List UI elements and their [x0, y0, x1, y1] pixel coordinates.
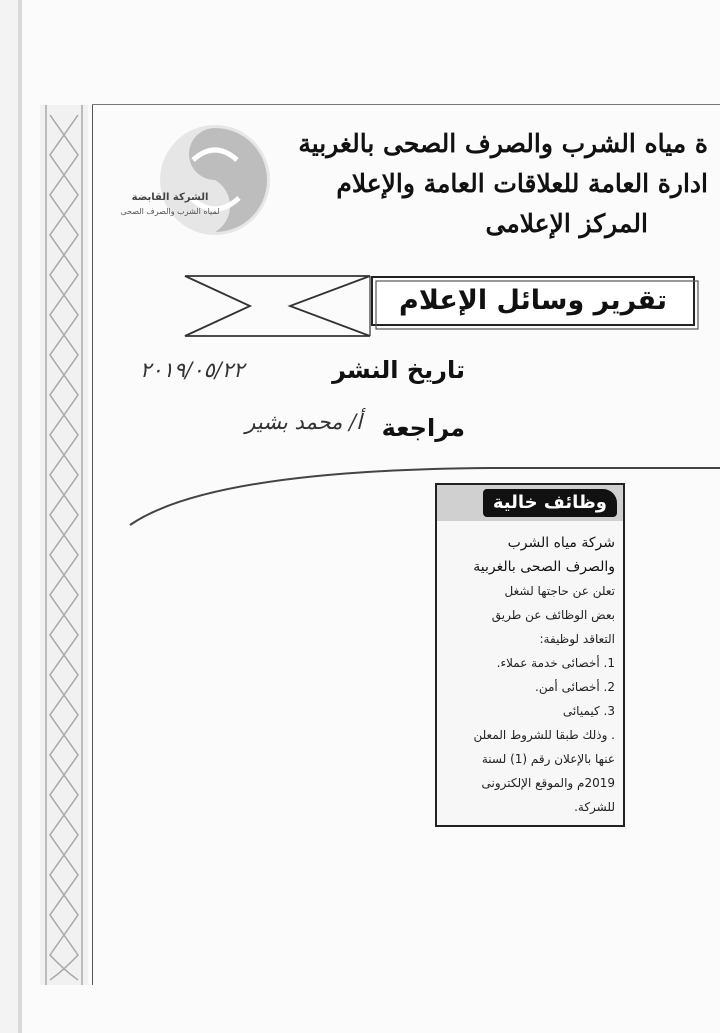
news-clipping: [435, 483, 625, 827]
clipping-line: 2019م والموقع الإلكترونى: [481, 776, 615, 790]
clipping-line: التعاقد لوظيفة:: [539, 632, 615, 646]
letterhead-line-center: المركز الإعلامى: [485, 209, 648, 238]
logo-text-line1: الشركة القابضة: [131, 192, 209, 203]
letterhead-line-company: ة مياه الشرب والصرف الصحى بالغربية: [298, 129, 708, 158]
company-logo: [105, 120, 275, 245]
curved-divider: [90, 460, 720, 530]
clipping-heading: وظائف خالية: [483, 489, 617, 517]
logo-text-line2: لمياه الشرب والصرف الصحى: [120, 207, 220, 216]
decorative-border: [40, 105, 88, 985]
clipping-line: 1. أخصائى خدمة عملاء.: [496, 656, 615, 670]
clipping-company-line: والصرف الصحى بالغربية: [473, 559, 615, 575]
letterhead-line-department: ادارة العامة للعلاقات العامة والإعلام: [336, 169, 708, 198]
clipping-line: . وذلك طبقا للشروط المعلن: [473, 728, 615, 742]
publish-date-value: ٢٠١٩/٠٥/٢٢: [140, 358, 245, 382]
publish-date-label: تاريخ النشر: [332, 356, 465, 384]
clipping-line: 2. أخصائى أمن.: [535, 680, 615, 694]
frame-left-line: [92, 105, 93, 985]
frame-top-line: [92, 104, 720, 105]
clipping-company-line: شركة مياه الشرب: [507, 535, 615, 551]
clipping-line: تعلن عن حاجتها لشغل: [504, 584, 615, 598]
clipping-header: [437, 485, 623, 521]
clipping-line: 3. كيميائى: [562, 704, 615, 718]
clipping-line: بعض الوظائف عن طريق: [491, 608, 615, 622]
clipping-body: [443, 531, 615, 819]
banner-title: تقرير وسائل الإعلام: [399, 285, 667, 316]
letterhead: [288, 124, 708, 244]
review-label: مراجعة: [381, 414, 465, 442]
review-signature: أ/ محمد بشير: [245, 410, 362, 434]
clipping-line: عنها بالإعلان رقم (1) لسنة: [481, 752, 615, 766]
clipping-line: للشركة.: [574, 800, 615, 814]
